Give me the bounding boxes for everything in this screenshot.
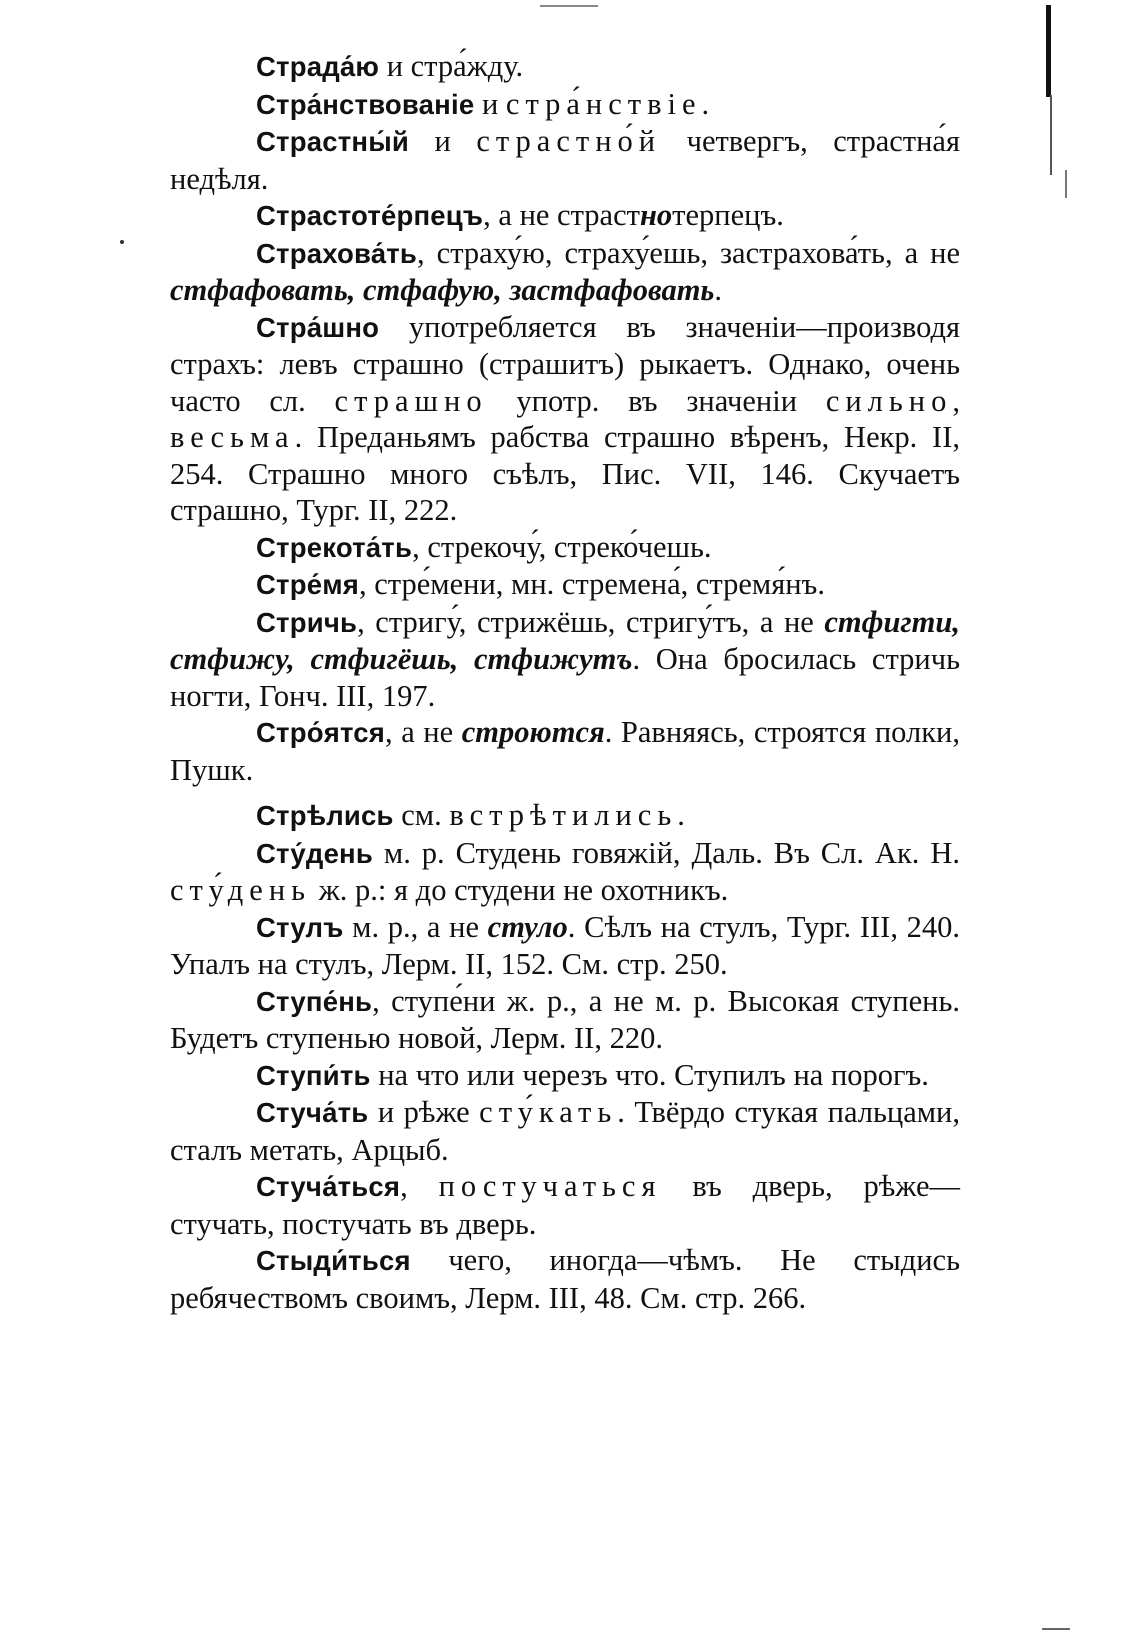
spaced-term: страшно (334, 383, 488, 418)
entry-text: м. р. Студень говяжій, Даль. Въ Сл. Ак. Н. (372, 835, 960, 870)
entry-headword: Стро́ятся (256, 717, 386, 748)
entry-headword: Стрекота́ть (256, 531, 413, 563)
spaced-term: встрѣтились (449, 798, 678, 832)
entry-text: терпецъ. (672, 198, 784, 232)
dictionary-entry (170, 714, 960, 788)
margin-bar-thin (1050, 95, 1052, 175)
entry-text: и (408, 124, 477, 158)
entry-headword: Стре́мя (256, 569, 360, 600)
dictionary-entry (170, 604, 960, 715)
dictionary-entry (170, 1242, 960, 1316)
dictionary-entry (170, 529, 960, 567)
dictionary-entry (170, 197, 960, 235)
entry-text: , страху́ю, страху́ешь, застрахова́ть, а не (417, 235, 960, 270)
spaced-term: сту́день (170, 873, 312, 907)
dictionary-entry (170, 983, 960, 1057)
entry-text: употребляется въ значеніи—производя страхъ: левъ страшно (страшитъ) рыкаетъ. Однако, очень часто сл. (170, 309, 960, 418)
entry-text: , стре́мени, мн. стремена́, стремя́нъ. (359, 567, 825, 601)
entry-text: . (714, 273, 722, 307)
dictionary-entry (170, 909, 960, 983)
dictionary-entry (170, 797, 960, 835)
entry-headword: Стра́нствованіе (256, 88, 475, 120)
entry-headword: Ступи́ть (256, 1059, 371, 1091)
margin-dot (120, 240, 124, 244)
entry-text: употр. въ значеніи (487, 383, 826, 418)
entry-text: . Она бросилась стричь ногти, Гонч. III, 197. (170, 642, 960, 713)
entry-text: , а не (385, 715, 462, 749)
spaced-term: весьма (170, 420, 295, 454)
dictionary-entry (170, 123, 960, 197)
dictionary-entry (170, 1094, 960, 1168)
entry-headword: Страхова́ть (256, 237, 418, 269)
entry-text: . Сѣлъ на стулъ, Тург. III, 240. Упалъ на стулъ, Лерм. II, 152. См. стр. 250. (170, 909, 960, 981)
dictionary-entry (170, 1057, 960, 1095)
entry-text: , (952, 383, 960, 418)
incorrect-form: строются (461, 715, 605, 749)
entry-headword: Страстны́й (256, 126, 409, 157)
entry-text: . (701, 86, 710, 121)
corner-mark (1042, 1628, 1070, 1630)
entry-text: , (400, 1169, 439, 1203)
spaced-term: сту́кать (479, 1095, 618, 1129)
entry-text: . (677, 798, 685, 832)
entry-headword: Страда́ю (256, 51, 380, 82)
entry-text: чего, иногда—чѣмъ. Не стыдись ребячествомъ своимъ, Лерм. III, 48. См. стр. 266. (170, 1243, 960, 1315)
entry-text: м. р., а не (343, 909, 488, 944)
dictionary-entry (170, 86, 960, 124)
entry-headword: Стрѣлись (256, 800, 394, 831)
entry-headword: Сту́день (256, 837, 373, 869)
spaced-term: страстно́й (476, 124, 662, 158)
incorrect-form: стфигти, стфижу, стфигёшь, стфижутъ (170, 604, 960, 676)
margin-bar (1046, 5, 1051, 97)
entry-text: , ступе́ни ж. р., а не м. р. Высокая ступень. Будетъ ступенью новой, Лерм. II, 220. (170, 983, 960, 1055)
entry-headword: Стра́шно (256, 311, 380, 343)
entry-text: . Преданьямъ рабства страшно вѣренъ, Некр. II, 254. Страшно много съѣлъ, Пис. VII, 146. Скучаетъ страшно, Тург. II, 222. (170, 420, 960, 527)
entry-headword: Стуча́ть (256, 1097, 369, 1128)
incorrect-form: стуло (487, 909, 568, 944)
entry-text: , а не страст (483, 198, 640, 232)
entry-text: и рѣже (368, 1095, 480, 1129)
margin-tick (1065, 170, 1067, 198)
entry-headword: Ступе́нь (256, 985, 373, 1017)
entry-text: , стрекочу́, стреко́чешь. (412, 529, 712, 564)
entry-headword: Стулъ (256, 911, 344, 943)
entry-text: . Твёрдо стукая пальцами, сталъ метать, Арцыб. (170, 1095, 961, 1167)
incorrect-form: стфафовать, стфафую, застфафовать (170, 273, 715, 307)
dictionary-page (170, 48, 960, 1316)
entry-text: , стригу́, стрижёшь, стригу́тъ, а не (357, 604, 825, 639)
entry-text: и стра́жду. (379, 49, 524, 83)
entry-text: въ дверь, рѣже—стучать, постучать въ дверь. (170, 1169, 961, 1241)
spaced-term: сильно (825, 383, 953, 418)
entry-headword: Страстоте́рпецъ (256, 200, 484, 231)
dictionary-entry (170, 1168, 960, 1242)
entry-text: см. (393, 798, 450, 832)
incorrect-form: но (639, 198, 673, 232)
dictionary-entry (170, 309, 960, 529)
spaced-term: постучаться (438, 1169, 662, 1203)
entry-headword: Стыди́ться (256, 1245, 411, 1276)
dictionary-entry (170, 48, 960, 86)
entry-text: четвергъ, страстна́я недѣля. (170, 124, 961, 196)
dictionary-entry (170, 835, 960, 909)
spaced-term: стра́нствіе (505, 86, 702, 121)
entry-text: . Равняясь, строятся полки, Пушк. (170, 715, 960, 787)
dictionary-entry (170, 235, 960, 309)
entry-text: и (474, 86, 506, 121)
entry-text: ж. р.: я до студени не охотникъ. (311, 873, 729, 907)
entry-text: на что или черезъ что. Ступилъ на порогъ. (370, 1057, 929, 1092)
entry-headword: Стричь (256, 606, 358, 638)
top-rule (540, 5, 598, 7)
entry-headword: Стуча́ться (256, 1171, 401, 1202)
dictionary-entry (170, 566, 960, 604)
